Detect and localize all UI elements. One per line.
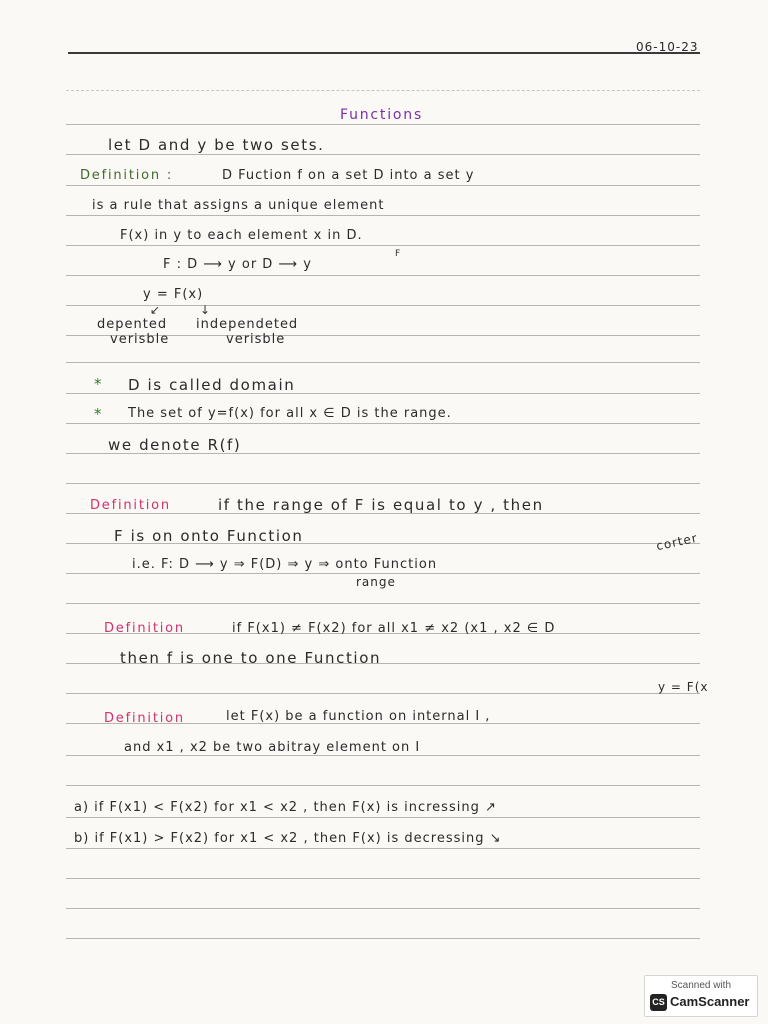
ruled-line [66, 362, 700, 363]
text-line: b) if F(x1) > F(x2) for x1 < x2 , then F(x) is decressing ↘ [74, 831, 502, 846]
text-line: D Fuction f on a set D into a set y [222, 168, 475, 183]
independent-label: independeted [196, 317, 299, 332]
ruled-line [66, 483, 700, 484]
text-line: a) if F(x1) < F(x2) for x1 < x2 , then F(x) is incressing ↗ [74, 800, 497, 815]
ruled-line [66, 693, 700, 694]
watermark-brand: CamScanner [670, 994, 750, 1009]
top-rule [68, 52, 700, 54]
ruled-line [66, 215, 700, 216]
text-line: let D and y be two sets. [108, 136, 325, 154]
independent-variable-label: verisble [226, 332, 286, 347]
definition-label: Definition [90, 498, 171, 513]
range-note: range [356, 575, 396, 589]
watermark-caption: Scanned with [670, 980, 732, 991]
ruled-line [66, 785, 700, 786]
text-line: is a rule that assigns a unique element [92, 198, 385, 213]
text-line: D is called domain [128, 376, 296, 394]
definition-label: Definition [104, 621, 185, 636]
definition-label: Definition [104, 711, 185, 726]
arrow-down-icon: ↓ [200, 303, 212, 317]
ruled-line [66, 573, 700, 574]
ruled-line [66, 124, 700, 125]
text-line: if the range of F is equal to y , then [218, 496, 544, 514]
ruled-line [66, 185, 700, 186]
mapping-f-label: F [395, 249, 402, 259]
dependent-label: depented [97, 317, 168, 332]
text-line: if F(x1) ≠ F(x2) for all x1 ≠ x2 (x1 , x2 ∈ D [232, 621, 556, 636]
ruled-line [66, 878, 700, 879]
page-title: Functions [340, 107, 424, 123]
ruled-line [66, 275, 700, 276]
mapping-line: F : D ⟶ y or D ⟶ y [163, 257, 312, 272]
ruled-line [66, 423, 700, 424]
camscanner-logo-icon: CS [650, 994, 667, 1011]
star-icon: * [94, 405, 104, 423]
ruled-line [66, 848, 700, 849]
y-equals-fx: y = F(x) [143, 287, 204, 302]
text-line: we denote R(f) [108, 436, 242, 454]
text-line: The set of y=f(x) for all x ∈ D is the range. [128, 406, 452, 421]
dependent-variable-label: verisble [110, 332, 170, 347]
text-line: i.e. F: D ⟶ y ⇒ F(D) ⇒ y ⇒ onto Function [132, 557, 438, 572]
star-icon: * [94, 375, 104, 393]
text-line: then f is one to one Function [120, 649, 382, 667]
text-line: let F(x) be a function on internal I , [226, 709, 491, 724]
ruled-line [66, 90, 700, 91]
side-note: y = F(x [658, 680, 709, 694]
definition-label: Definition : [80, 168, 174, 183]
ruled-line [66, 817, 700, 818]
ruled-line [66, 938, 700, 939]
corner-note: corter [655, 530, 699, 554]
ruled-line [66, 755, 700, 756]
text-line: and x1 , x2 be two abitray element on I [124, 740, 421, 755]
ruled-line [66, 154, 700, 155]
text-line: F(x) in y to each element x in D. [120, 228, 363, 243]
ruled-line [66, 245, 700, 246]
date: 06-10-23 [636, 40, 699, 54]
camscanner-watermark [644, 975, 758, 1017]
text-line: F is on onto Function [114, 527, 304, 545]
arrow-down-icon: ↙ [150, 303, 162, 317]
ruled-line [66, 603, 700, 604]
ruled-line [66, 908, 700, 909]
